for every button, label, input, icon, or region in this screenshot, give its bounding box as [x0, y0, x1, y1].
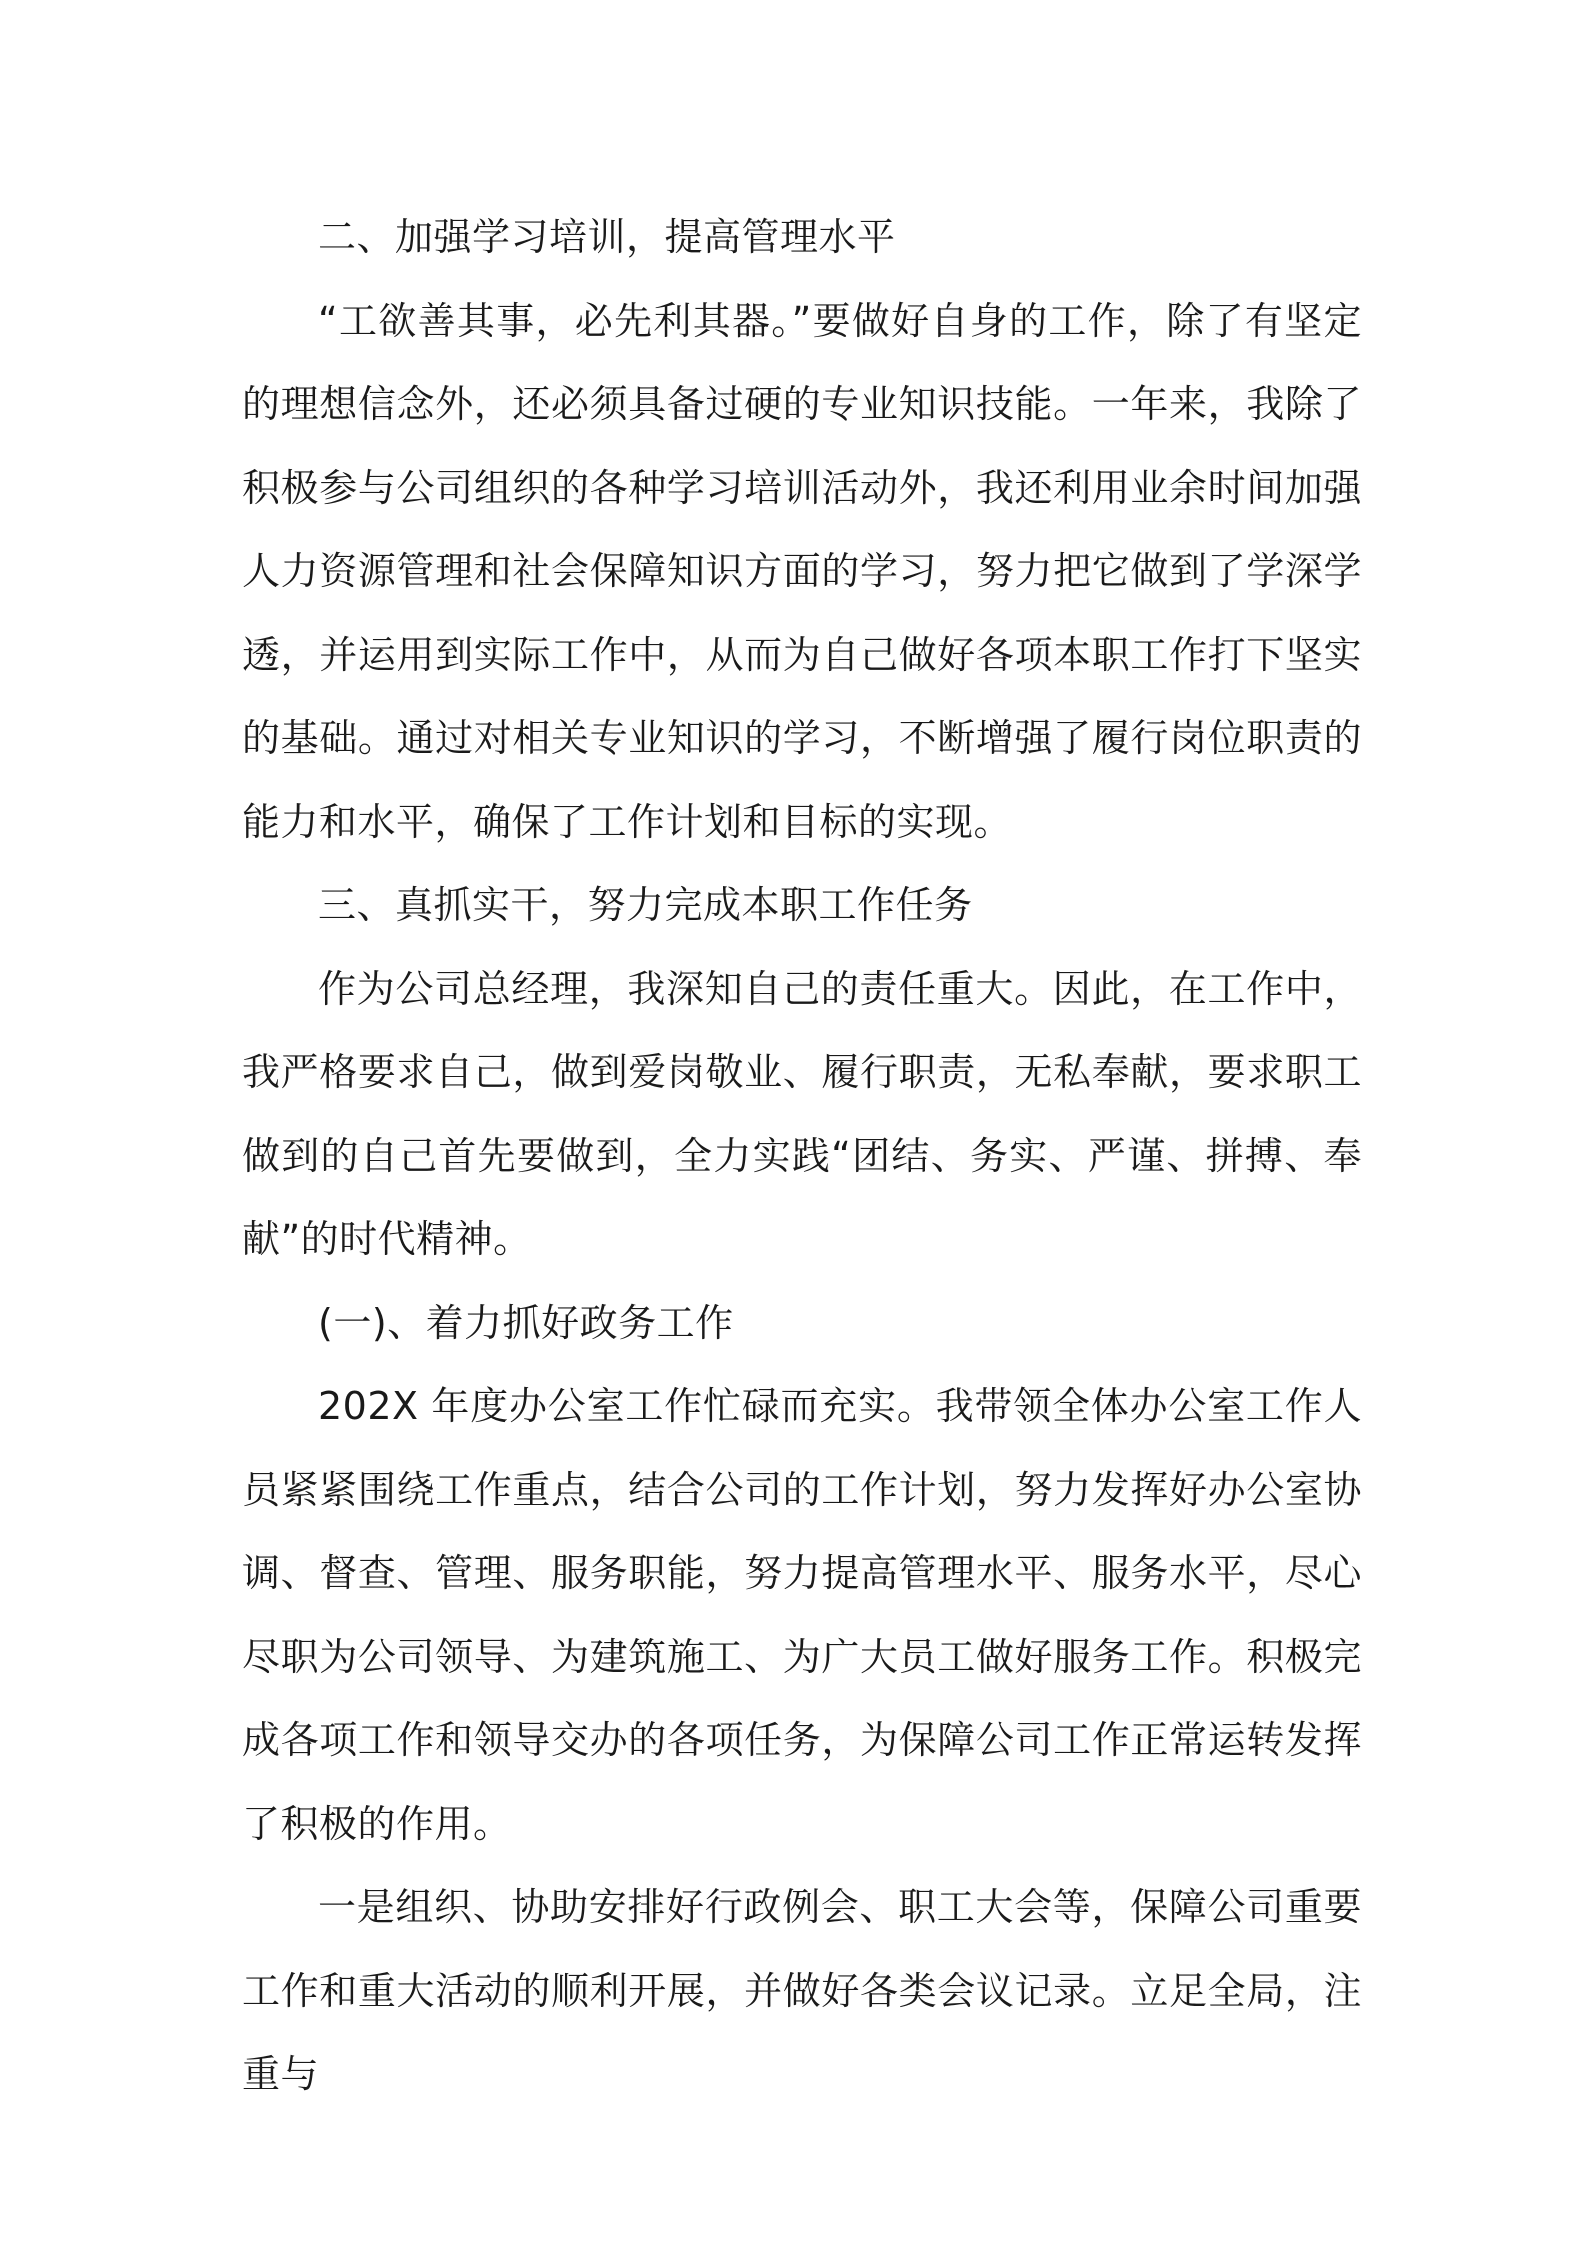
subsection-heading-1: (一)、着力抓好政务工作: [318, 1300, 734, 1345]
paragraph-office-work: 202X 年度办公室工作忙碌而充实。我带领全体办公室工作人员紧紧围绕工作重点，结合公司的工作计划，努力发挥好办公室协调、督查、管理、服务职能，努力提高管理水平、服务水平，尽心尽职为公司领导、为建筑施工、为广大员工做好服务工作。积极完成各项工作和领导交办的各项任务，为保障公司工作正常运转发挥了积极的作用。: [242, 1384, 1362, 1846]
section-heading-3: 三、真抓实干，努力完成本职工作任务: [318, 883, 973, 927]
section-heading-2: 二、加强学习培训，提高管理水平: [318, 215, 896, 259]
paragraph-responsibility: 作为公司总经理，我深知自己的责任重大。因此，在工作中，我严格要求自己，做到爱岗敬业、履行职责，无私奉献，要求职工做到的自己首先要做到，全力实践“团结、务实、严谨、拼搏、奉献”的时代精神。: [242, 966, 1362, 1261]
document-body: [242, 196, 1362, 2117]
paragraph-meetings: 一是组织、协助安排好行政例会、职工大会等，保障公司重要工作和重大活动的顺利开展，并做好各类会议记录。立足全局，注重与: [242, 1885, 1362, 2096]
paragraph-study-training: “工欲善其事，必先利其器。”要做好自身的工作，除了有坚定的理想信念外，还必须具备过硬的专业知识技能。一年来，我除了积极参与公司组织的各种学习培训活动外，我还利用业余时间加强人力资源管理和社会保障知识方面的学习，努力把它做到了学深学透，并运用到实际工作中，从而为自己做好各项本职工作打下坚实的基础。通过对相关专业知识的学习，不断增强了履行岗位职责的能力和水平，确保了工作计划和目标的实现。: [242, 298, 1362, 844]
